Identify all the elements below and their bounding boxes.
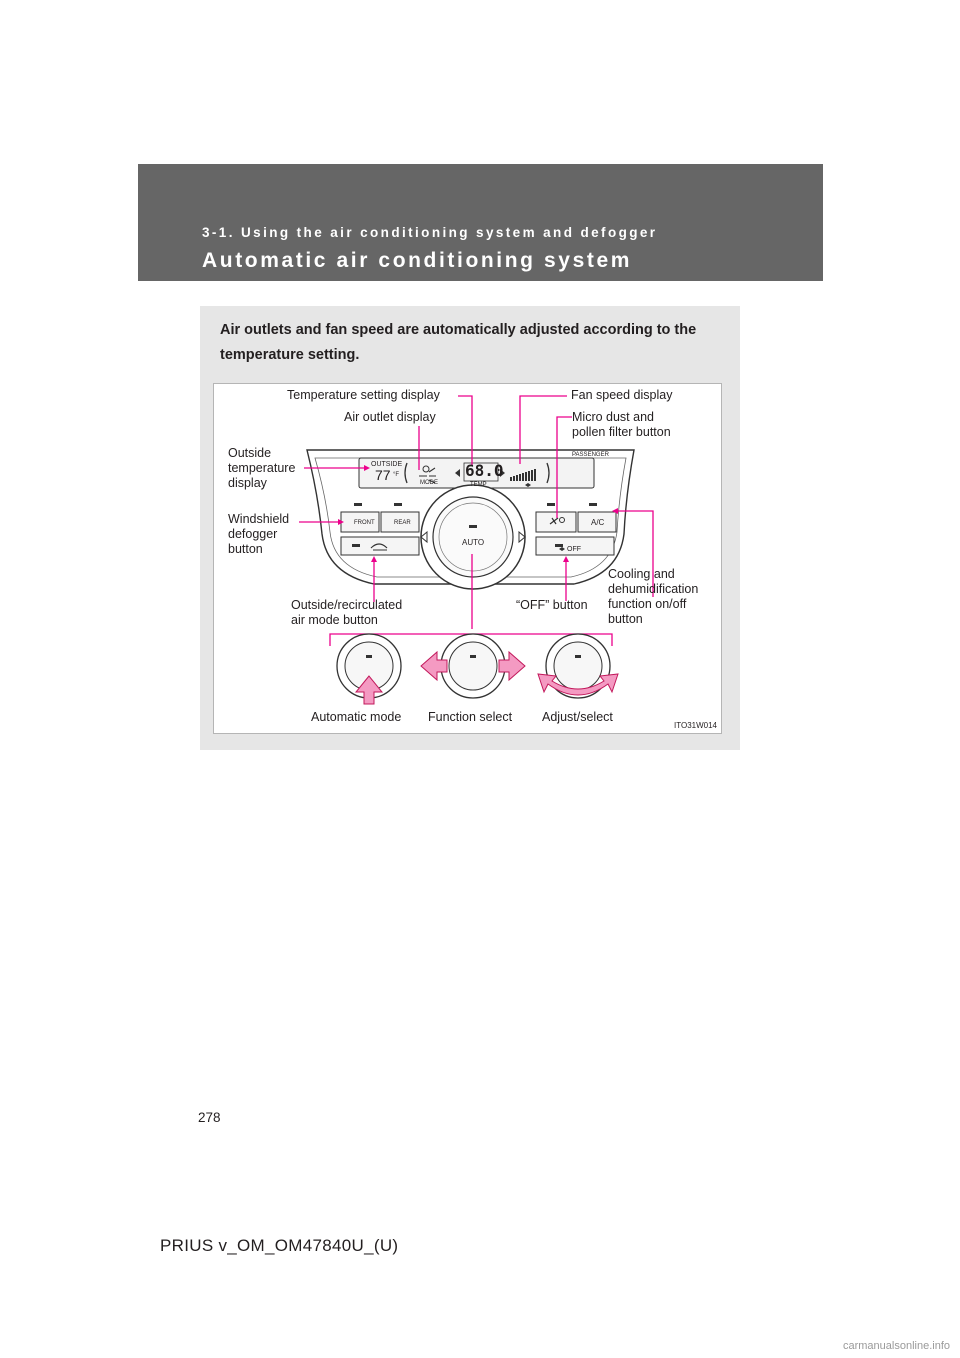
- panel-set-temp: 68.0: [465, 461, 504, 480]
- label-off-button: “OFF” button: [516, 598, 588, 612]
- label-automatic-mode: Automatic mode: [311, 710, 402, 724]
- panel-ac-text: A/C: [591, 518, 605, 527]
- page-number: 278: [198, 1110, 221, 1125]
- panel-mode-text: MODE: [420, 480, 438, 486]
- figure-code: ITO31W014: [674, 721, 717, 730]
- panel-outside-text: OUTSIDE: [371, 461, 403, 468]
- panel-outside-temp: 77: [375, 467, 391, 483]
- panel-temp-text: TEMP: [470, 482, 487, 488]
- watermark: carmanualsonline.info: [842, 1340, 950, 1352]
- label-air-outlet-display: Air outlet display: [344, 410, 436, 424]
- section-title: 3-1. Using the air conditioning system and defogger: [202, 225, 658, 240]
- panel-auto-text: AUTO: [462, 538, 485, 547]
- label-windshield-defogger-button: Windshield defogger button: [228, 512, 290, 556]
- footer-doc-id: PRIUS v_OM_OM47840U_(U): [160, 1236, 399, 1255]
- label-adjust-select: Adjust/select: [542, 710, 613, 724]
- panel-passenger-text: PASSENGER: [572, 452, 609, 458]
- panel-rear-text: REAR: [394, 520, 411, 526]
- section-header: [138, 164, 823, 281]
- label-micro-dust-filter-button: Micro dust and pollen filter button: [572, 410, 671, 439]
- label-outside-temp-display: Outside temperature display: [228, 446, 296, 490]
- label-temp-setting-display: Temperature setting display: [287, 388, 440, 402]
- label-function-select: Function select: [428, 710, 513, 724]
- content-panel: [200, 306, 740, 750]
- label-cooling-dehumid-button: Cooling and dehumidification function on/off button: [608, 567, 699, 626]
- panel-off-text: OFF: [567, 546, 581, 553]
- label-outside-recirc-button: Outside/recirculated air mode button: [291, 598, 403, 627]
- panel-front-text: FRONT: [354, 520, 375, 526]
- label-fan-speed-display: Fan speed display: [571, 388, 673, 402]
- page-title: Automatic air conditioning system: [202, 249, 633, 272]
- panel-degree-unit: °F: [393, 472, 400, 478]
- intro-text: Air outlets and fan speed are automatically adjusted according to the temperature setting.: [220, 322, 697, 363]
- control-panel-figure: [213, 383, 722, 734]
